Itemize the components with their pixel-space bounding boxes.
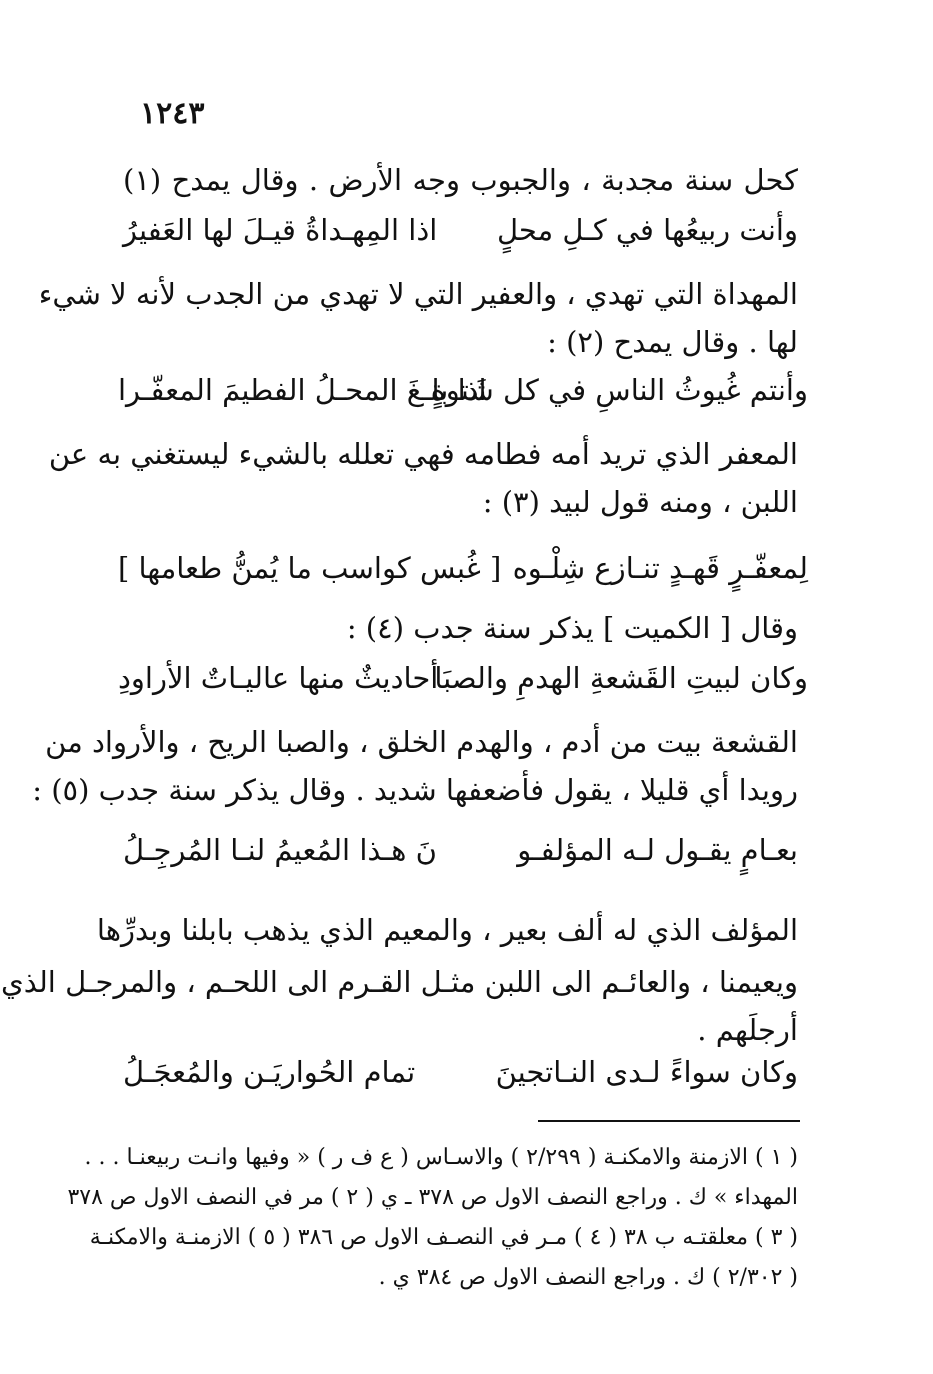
body-line: المعفر الذي تريد أمه فطامه فهي تعلله بالشيء ليستغني به عن <box>48 437 798 471</box>
body-line: أرجلَهم . <box>697 1013 798 1047</box>
footnote-line: ( ٣ ) معلقتـه ب ٣٨ ( ٤ ) مـر في النصـف الاول ص ٣٨٦ ( ٥ ) الازمنـة والامكنـة <box>89 1225 798 1250</box>
body-line: اللبن ، ومنه قول لبيد (٣) : <box>482 485 798 519</box>
verse-first-hemistich: وكان لبيتِ القَشعةِ الهدمِ والصبَا <box>434 661 808 695</box>
body-line: كحل سنة مجدبة ، والجبوب وجه الأرض . وقال يمدح (١) <box>123 163 798 197</box>
body-line: المؤلف الذي له ألف بعير ، والمعيم الذي يذهب بابلنا وبدرِّها <box>96 913 798 947</box>
verse-second-hemistich: نَ هـذا المُعيمُ لنـا المُرجِـلُ <box>123 833 437 867</box>
page-number: ١٢٤٣ <box>140 96 205 131</box>
verse-first-hemistich: لِمعفّـرٍ قَهـدٍ تنـازع شِلْـوه <box>512 551 808 585</box>
body-line: لها . وقال يمدح (٢) : <box>547 325 798 359</box>
verse-first-hemistich: وكان سواءً لـدى النـاتجينَ <box>495 1055 798 1089</box>
body-line: ويعيمنا ، والعائـم الى اللبن مثـل القـرم الى اللحـم ، والمرجـل الذي <box>1 965 798 999</box>
verse-first-hemistich: بعـامٍ يقـول لـه المؤلفـو <box>517 833 798 867</box>
footnote-line: ( ١ ) الازمنة والامكنـة ( ٢/٢٩٩ ) والاسـاس ( ع ف ر ) « وفيها وانـت ربيعنـا . . . <box>84 1145 798 1170</box>
verse-second-hemistich: اذا بلـغَ المحـلُ الفطيمَ المعفّـرا <box>118 373 487 407</box>
verse-first-hemistich: وأنتم غُيوثُ الناسِ في كل شَتوةٍ <box>430 373 808 407</box>
body-line: رويدا أي قليلا ، يقول فأضعفها شديد . وقال يذكر سنة جدب (٥) : <box>32 773 798 807</box>
footnote-divider <box>538 1120 800 1122</box>
verse-first-hemistich: وأنت ربيعُها في كـلِ محلٍ <box>496 213 798 247</box>
footnote-line: المهداء » ك . وراجع النصف الاول ص ٣٧٨ ـ ي ( ٢ ) مر في النصف الاول ص ٣٧٨ <box>67 1185 798 1210</box>
verse-second-hemistich: [ غُبس كواسب ما يُمنُّ طعامها ] <box>118 551 502 585</box>
verse-second-hemistich: تمام الحُواريَـن والمُعجَـلُ <box>123 1055 416 1089</box>
footnote-line: ( ٢/٣٠٢ ) ك . وراجع النصف الاول ص ٣٨٤ ي . <box>378 1265 798 1290</box>
body-line: القشعة بيت من أدم ، والهدم الخلق ، والصبا الريح ، والأرواد من <box>45 725 798 759</box>
verse-second-hemistich: أحاديثٌ منها عاليـاتٌ الأراودِ <box>118 661 439 695</box>
body-line: وقال [ الكميت ] يذكر سنة جدب (٤) : <box>346 611 798 645</box>
body-line: المهداة التي تهدي ، والعفير التي لا تهدي من الجدب لأنه لا شيء <box>38 277 798 311</box>
verse-second-hemistich: اذا المِهـداةُ قيـلَ لها العَفيرُ <box>123 213 438 247</box>
